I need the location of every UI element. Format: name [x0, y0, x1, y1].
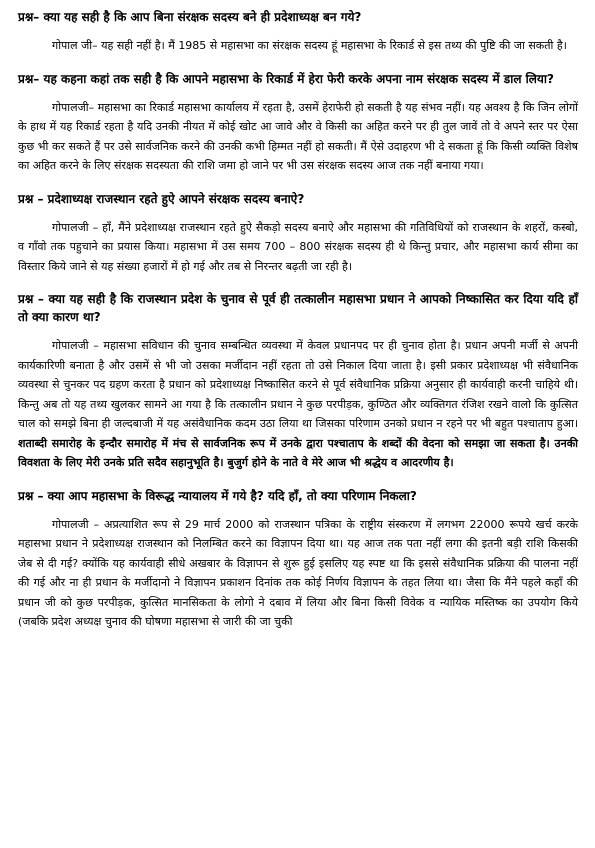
answer-1: गोपाल जी– यह सही नहीं है। मैं 1985 से महासभा का संरक्षक सदस्य हूं महासभा के रिकार्ड से इस तथ्य की पुष्टि की जा सकती है। — [52, 39, 567, 52]
answer-3: गोपालजी – हाँ, मैंने प्रदेशाध्यक्ष राजस्थान रहते हुऐ सैकड़ो सदस्य बनाऐ और महासभा की गतिविधियों को राजस्थान के शहरों, कस्बो, व गाँवो तक पहुचाने का प्रयास किया। महासभा में उस समय 700 – 800 संरक्षक सदस्य ही थे किन्तु प्रचार, और महासभा कार्य सीमा का विस्तार किये जाने से यह संख्या हजारों में हो गई और तब से निरन्तर बढ़ती जा रही है। — [18, 220, 578, 273]
question-3: प्रश्न – प्रदेशाध्यक्ष राजस्थान रहते हुऐ आपने संरक्षक सदस्य बनाऐ? — [18, 191, 305, 206]
question-1: प्रश्न– क्या यह सही है कि आप बिना संरक्षक सदस्य बने ही प्रदेशाध्यक्ष बन गये? — [18, 10, 362, 24]
answer-4-text: गोपालजी – महासभा सविधान की चुनाव सम्बन्धित व्यवस्था में केवल प्रधानपद पर ही चुनाव होता है। प्रधान अपनी मर्जी से अपनी कार्यकारिणी बनाता है और उसमें से भी जो उसका मर्जीदान नहीं रहता तो उसे निकाल दिया जाता है। इसी प्रकार प्रदेशाध्यक्ष भी संवैधानिक व्यवस्था से चुनकर पद ग्रहण करता है प्रधान को प्रदेशाध्यक्ष निष्कासित करने से पूर्व संवैधानिक प्रक्रिया अनुसार ही कार्यवाही करनी चाहिये थी। किन्तु अब तो यह तथ्य खुलकर सामने आ गया है कि तत्कालीन प्रधान ने कुछ परपीड़क, कुण्ठित और व्यक्तिगत रंजिश रखने वालो कि कुत्सित चाल को समझे बिना ही जल्दबाजी में यह असंवैधानिक कदम उठा लिया था जिसका परिणाम उनको प्रधान न रहने पर भी बहुत पश्चाताप हुआ। — [18, 339, 578, 430]
document-page — [18, 8, 578, 632]
answer-2: गोपालजी– महासभा का रिकार्ड महासभा कार्यालय में रहता है, उसमें हेराफेरी हो सकती है यह संभव नहीं। यह अवश्य है कि जिन लोगों के हाथ में यह रिकार्ड रहता है यदि उनकी नीयत में कोई खोट आ जावे और वे किसी का अहित करने पर ही तुल जावें तो वे अपने स्तर पर ऐसा कुछ भी कर सकते हैं पर उसे सार्वजनिक करने की उनकी कभी हिम्मत नहीं हो सकती। मैं ऐसे उदाहरण भी दे सकता हूं कि किसी व्यक्ति विशेष का अहित करने के लिए संरक्षक सदस्यता की राशि जमा हो जाने पर भी उस संरक्षक सदस्य आज तक नहीं बनाया गया। — [18, 100, 578, 172]
question-5: प्रश्न – क्या आप महासभा के विरूद्ध न्यायालय में गये है? यदि हाँ, तो क्या परिणाम निकला? — [18, 488, 417, 503]
answer-5: गोपालजी – अप्रत्याशित रूप से 29 मार्च 2000 को राजस्थान पत्रिका के राष्ट्रीय संस्करण में लगभग 22000 रूपये खर्च करके महासभा प्रधान ने प्रदेशाध्यक्ष राजस्थान को निलम्बित करने का विज्ञापन दिया था। यह आज तक पता नहीं लगा की इतनी बड़ी राशि किसकी जेब से दी गई? क्योंकि यह कार्यवाही सीधे अखबार के विज्ञापन से शुरू हुई इसलिए यह स्पष्ट था कि इससे संवैधानिक प्रक्रिया की पालना नहीं की गई और ना ही प्रधान के मर्जीदानो ने विज्ञापन प्रकाशन दिनांक तक कोई निर्णय विज्ञापन के तहत लिया था। जैसा कि मैंने पहले कहाँ की प्रधान जी को कुछ परपीड़क, कुत्सित मानसिकता के लोगो ने दबाव में लिया और बिना किसी विवेक व न्यायिक मस्तिष्क का उपयोग किये (जबकि प्रदेश अध्यक्ष चुनाव की घोषणा महासभा से जारी की जा चुकी — [18, 517, 578, 628]
answer-4-highlight: शताब्दी समारोह के इन्दौर समारोह में मंच से सार्वजनिक रूप में उनके द्वारा पश्चाताप के शब्दों की वेदना को समझा जा सकता है। उनकी विवशता के लिए मेरी उनके प्रति सदैव सहानुभूति है। बुजुर्ग होने के नाते वे मेरे आज भी श्रद्धेय व आदरणीय है। — [18, 436, 578, 469]
question-2: प्रश्न– यह कहना कहां तक सही है कि आपने महासभा के रिकार्ड में हेरा फेरी करके अपना नाम संरक्षक सदस्य में डाल लिया? — [18, 71, 554, 86]
answer-4 — [18, 336, 578, 473]
question-4: प्रश्न – क्या यह सही है कि राजस्थान प्रदेश के चुनाव से पूर्व ही तत्कालीन महासभा प्रधान ने आपको निष्कासित कर दिया यदि हाँ तो क्या कारण था? — [18, 292, 578, 324]
